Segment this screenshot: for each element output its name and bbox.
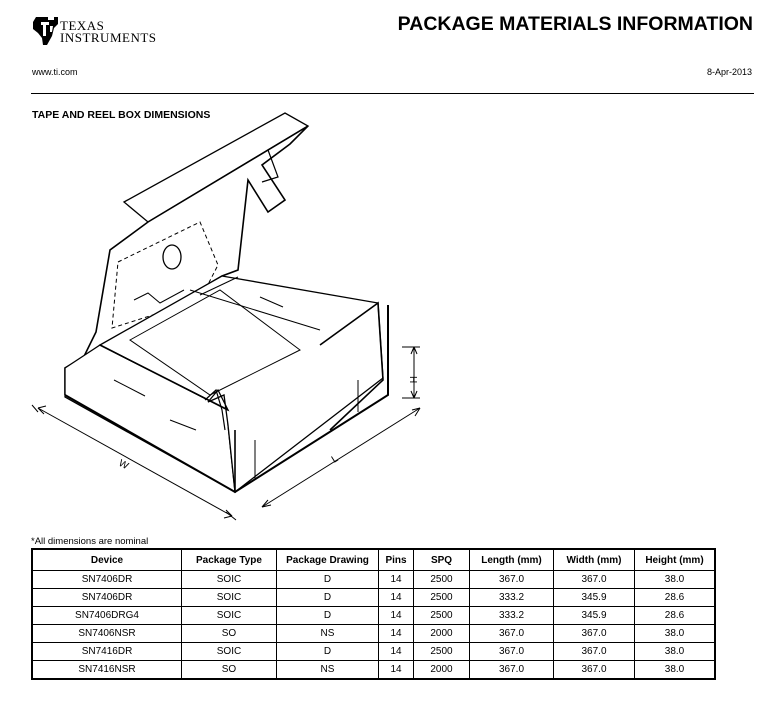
- cell-pins: 14: [379, 643, 414, 661]
- dimensions-note: *All dimensions are nominal: [31, 536, 149, 547]
- col-spq: SPQ: [414, 549, 470, 571]
- cell-device: SN7406DR: [32, 589, 182, 607]
- cell-device: SN7406DRG4: [32, 607, 182, 625]
- table-row: [32, 607, 715, 625]
- cell-package-drawing: D: [277, 607, 379, 625]
- cell-device: SN7406DR: [32, 571, 182, 589]
- cell-package-type: SO: [182, 661, 277, 680]
- dimension-label-h: H: [407, 376, 418, 384]
- cell-length: 333.2: [470, 589, 554, 607]
- brand-line-1: TEXAS: [60, 18, 105, 33]
- cell-width: 345.9: [554, 607, 635, 625]
- cell-device: SN7416NSR: [32, 661, 182, 680]
- header-divider: [31, 93, 754, 94]
- cell-package-drawing: D: [277, 643, 379, 661]
- dimension-label-l: L: [329, 453, 341, 466]
- cell-package-type: SOIC: [182, 607, 277, 625]
- cell-height: 38.0: [635, 661, 716, 680]
- cell-width: 367.0: [554, 625, 635, 643]
- cell-pins: 14: [379, 589, 414, 607]
- cell-length: 367.0: [470, 643, 554, 661]
- table-row: [32, 661, 715, 680]
- page-title: PACKAGE MATERIALS INFORMATION: [397, 13, 753, 35]
- cell-spq: 2500: [414, 607, 470, 625]
- cell-spq: 2500: [414, 571, 470, 589]
- col-package-type: Package Type: [182, 549, 277, 571]
- cell-package-drawing: D: [277, 589, 379, 607]
- cell-package-drawing: NS: [277, 661, 379, 680]
- table-row: [32, 625, 715, 643]
- cell-spq: 2000: [414, 625, 470, 643]
- col-width: Width (mm): [554, 549, 635, 571]
- box-dimensions-table: [31, 548, 716, 680]
- cell-device: SN7406NSR: [32, 625, 182, 643]
- cell-package-drawing: D: [277, 571, 379, 589]
- cell-width: 367.0: [554, 571, 635, 589]
- brand-wordmark: [60, 20, 157, 44]
- cell-pins: 14: [379, 607, 414, 625]
- website-link[interactable]: www.ti.com: [32, 67, 78, 77]
- cell-spq: 2500: [414, 589, 470, 607]
- cell-height: 38.0: [635, 571, 716, 589]
- table-header-row: [32, 549, 715, 571]
- cell-width: 345.9: [554, 589, 635, 607]
- cell-height: 38.0: [635, 643, 716, 661]
- document-date: 8-Apr-2013: [706, 67, 752, 77]
- cell-package-type: SOIC: [182, 571, 277, 589]
- col-package-drawing: Package Drawing: [277, 549, 379, 571]
- col-device: Device: [32, 549, 182, 571]
- cell-package-type: SO: [182, 625, 277, 643]
- table-row: [32, 589, 715, 607]
- table-row: [32, 571, 715, 589]
- cell-length: 367.0: [470, 625, 554, 643]
- table-row: [32, 643, 715, 661]
- cell-length: 333.2: [470, 607, 554, 625]
- brand-line-2: INSTRUMENTS: [60, 30, 157, 45]
- col-pins: Pins: [379, 549, 414, 571]
- col-height: Height (mm): [635, 549, 716, 571]
- dimension-label-w: W: [116, 457, 131, 473]
- reel-box-drawing: [25, 108, 445, 523]
- cell-height: 28.6: [635, 589, 716, 607]
- cell-package-type: SOIC: [182, 643, 277, 661]
- cell-device: SN7416DR: [32, 643, 182, 661]
- cell-spq: 2000: [414, 661, 470, 680]
- col-length: Length (mm): [470, 549, 554, 571]
- cell-height: 38.0: [635, 625, 716, 643]
- cell-pins: 14: [379, 571, 414, 589]
- cell-length: 367.0: [470, 661, 554, 680]
- cell-spq: 2500: [414, 643, 470, 661]
- section-title: TAPE AND REEL BOX DIMENSIONS: [32, 109, 211, 121]
- cell-width: 367.0: [554, 643, 635, 661]
- cell-package-type: SOIC: [182, 589, 277, 607]
- cell-length: 367.0: [470, 571, 554, 589]
- cell-pins: 14: [379, 625, 414, 643]
- cell-height: 28.6: [635, 607, 716, 625]
- cell-width: 367.0: [554, 661, 635, 680]
- cell-package-drawing: NS: [277, 625, 379, 643]
- cell-pins: 14: [379, 661, 414, 680]
